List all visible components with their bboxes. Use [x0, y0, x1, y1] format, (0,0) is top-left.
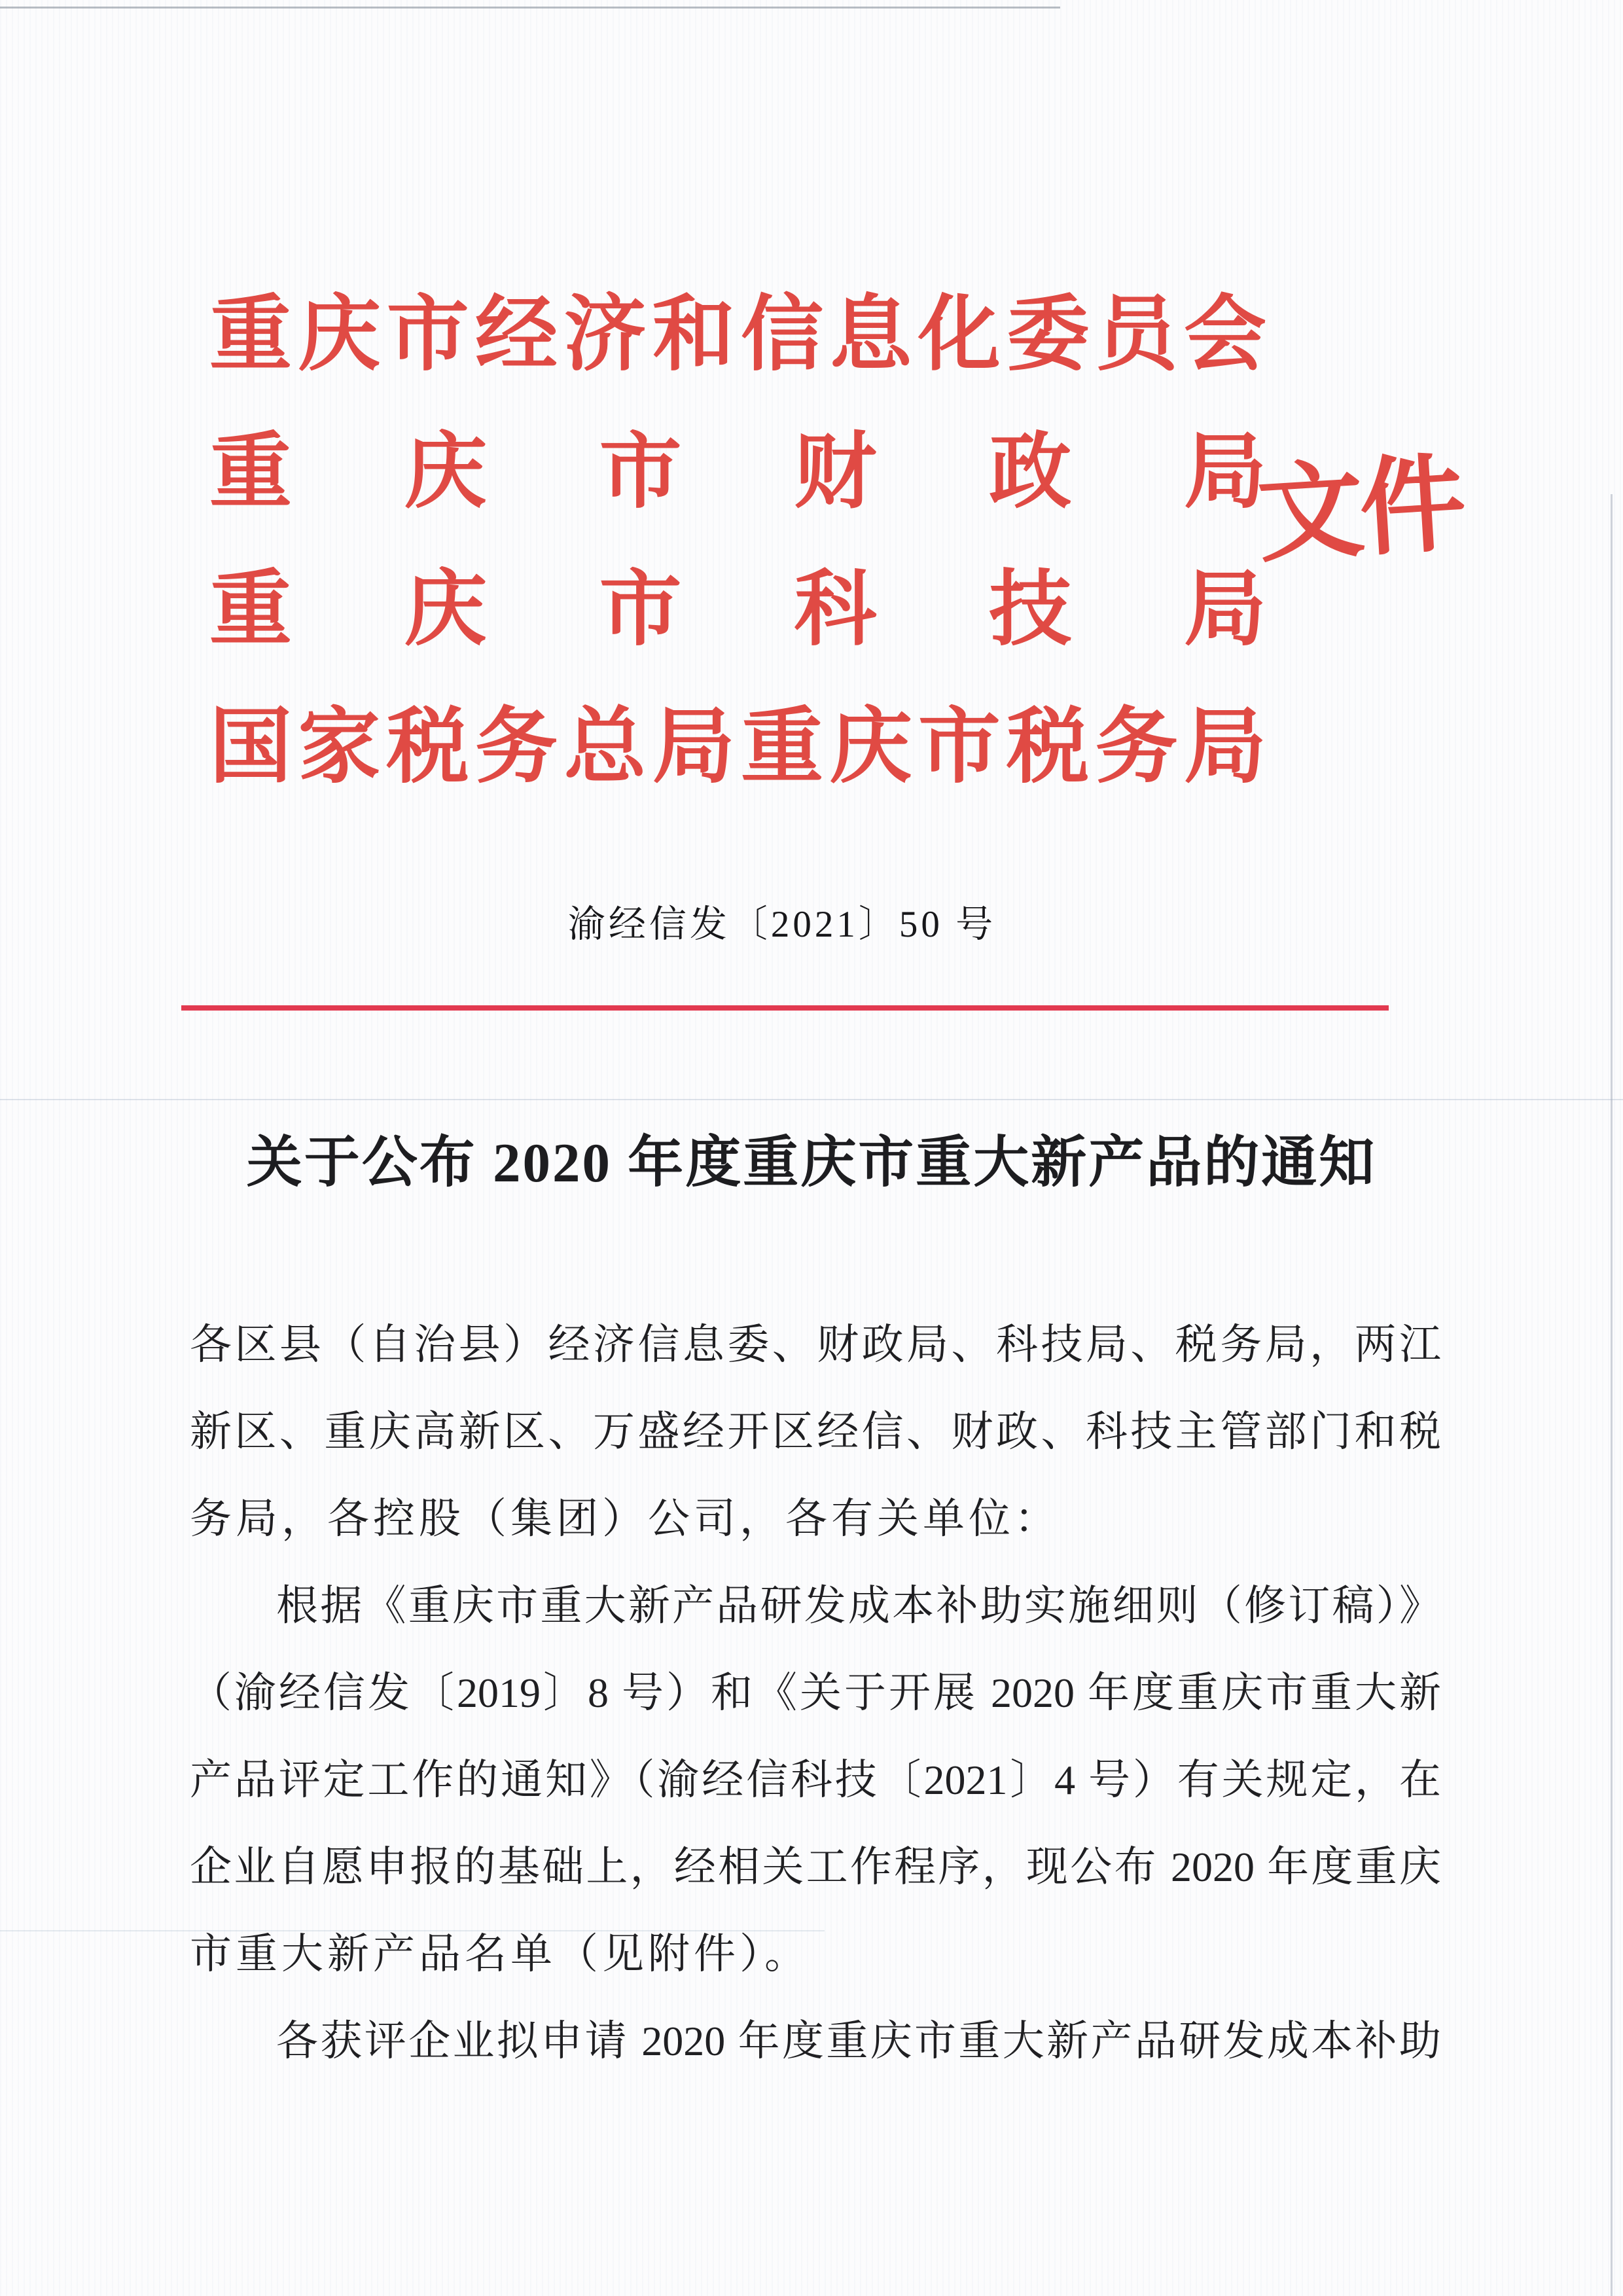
document-number: 渝经信发〔2021〕50 号	[567, 904, 997, 945]
notice-body	[190, 1301, 1441, 2085]
letterhead-agency-block	[209, 267, 1266, 817]
agency-line-taxation-bureau: 国家税务总局重庆市税务局	[209, 702, 1266, 793]
body-line: 各获评企业拟申请 2020 年度重庆市重大新产品研发成本补助	[276, 2018, 1441, 2064]
body-line: 新区、重庆高新区、万盛经开区经信、财政、科技主管部门和税	[190, 1408, 1441, 1455]
body-line: 企业自愿申报的基础上，经相关工作程序，现公布 2020 年度重庆	[190, 1844, 1441, 1890]
red-separator-rule	[181, 1005, 1389, 1011]
body-line: 根据《重庆市重大新产品研发成本补助实施细则（修订稿）》	[276, 1583, 1441, 1629]
body-line: 市重大新产品名单（见附件）。	[190, 1931, 810, 1977]
agency-line-finance-bureau: 重庆市财政局	[209, 427, 1266, 518]
scan-faint-line	[0, 1099, 1623, 1100]
scan-top-edge-artifact	[0, 7, 1060, 9]
agency-line-economic-information-commission: 重庆市经济和信息化委员会	[209, 290, 1266, 381]
body-line: 各区县（自治县）经济信息委、财政局、科技局、税务局，两江	[190, 1321, 1441, 1368]
body-line: （渝经信发〔2019〕8 号）和《关于开展 2020 年度重庆市重大新	[190, 1670, 1441, 1716]
document-type-label: 文件	[1254, 446, 1466, 576]
scan-right-edge-shadow	[1611, 494, 1613, 2296]
body-line: 产品评定工作的通知》（渝经信科技〔2021〕4 号）有关规定，在	[190, 1757, 1441, 1803]
notice-title: 关于公布 2020 年度重庆市重大新产品的通知	[246, 1132, 1377, 1194]
body-line: 务局，各控股（集团）公司，各有关单位：	[190, 1496, 1060, 1542]
agency-line-science-technology-bureau: 重庆市科技局	[209, 565, 1266, 656]
